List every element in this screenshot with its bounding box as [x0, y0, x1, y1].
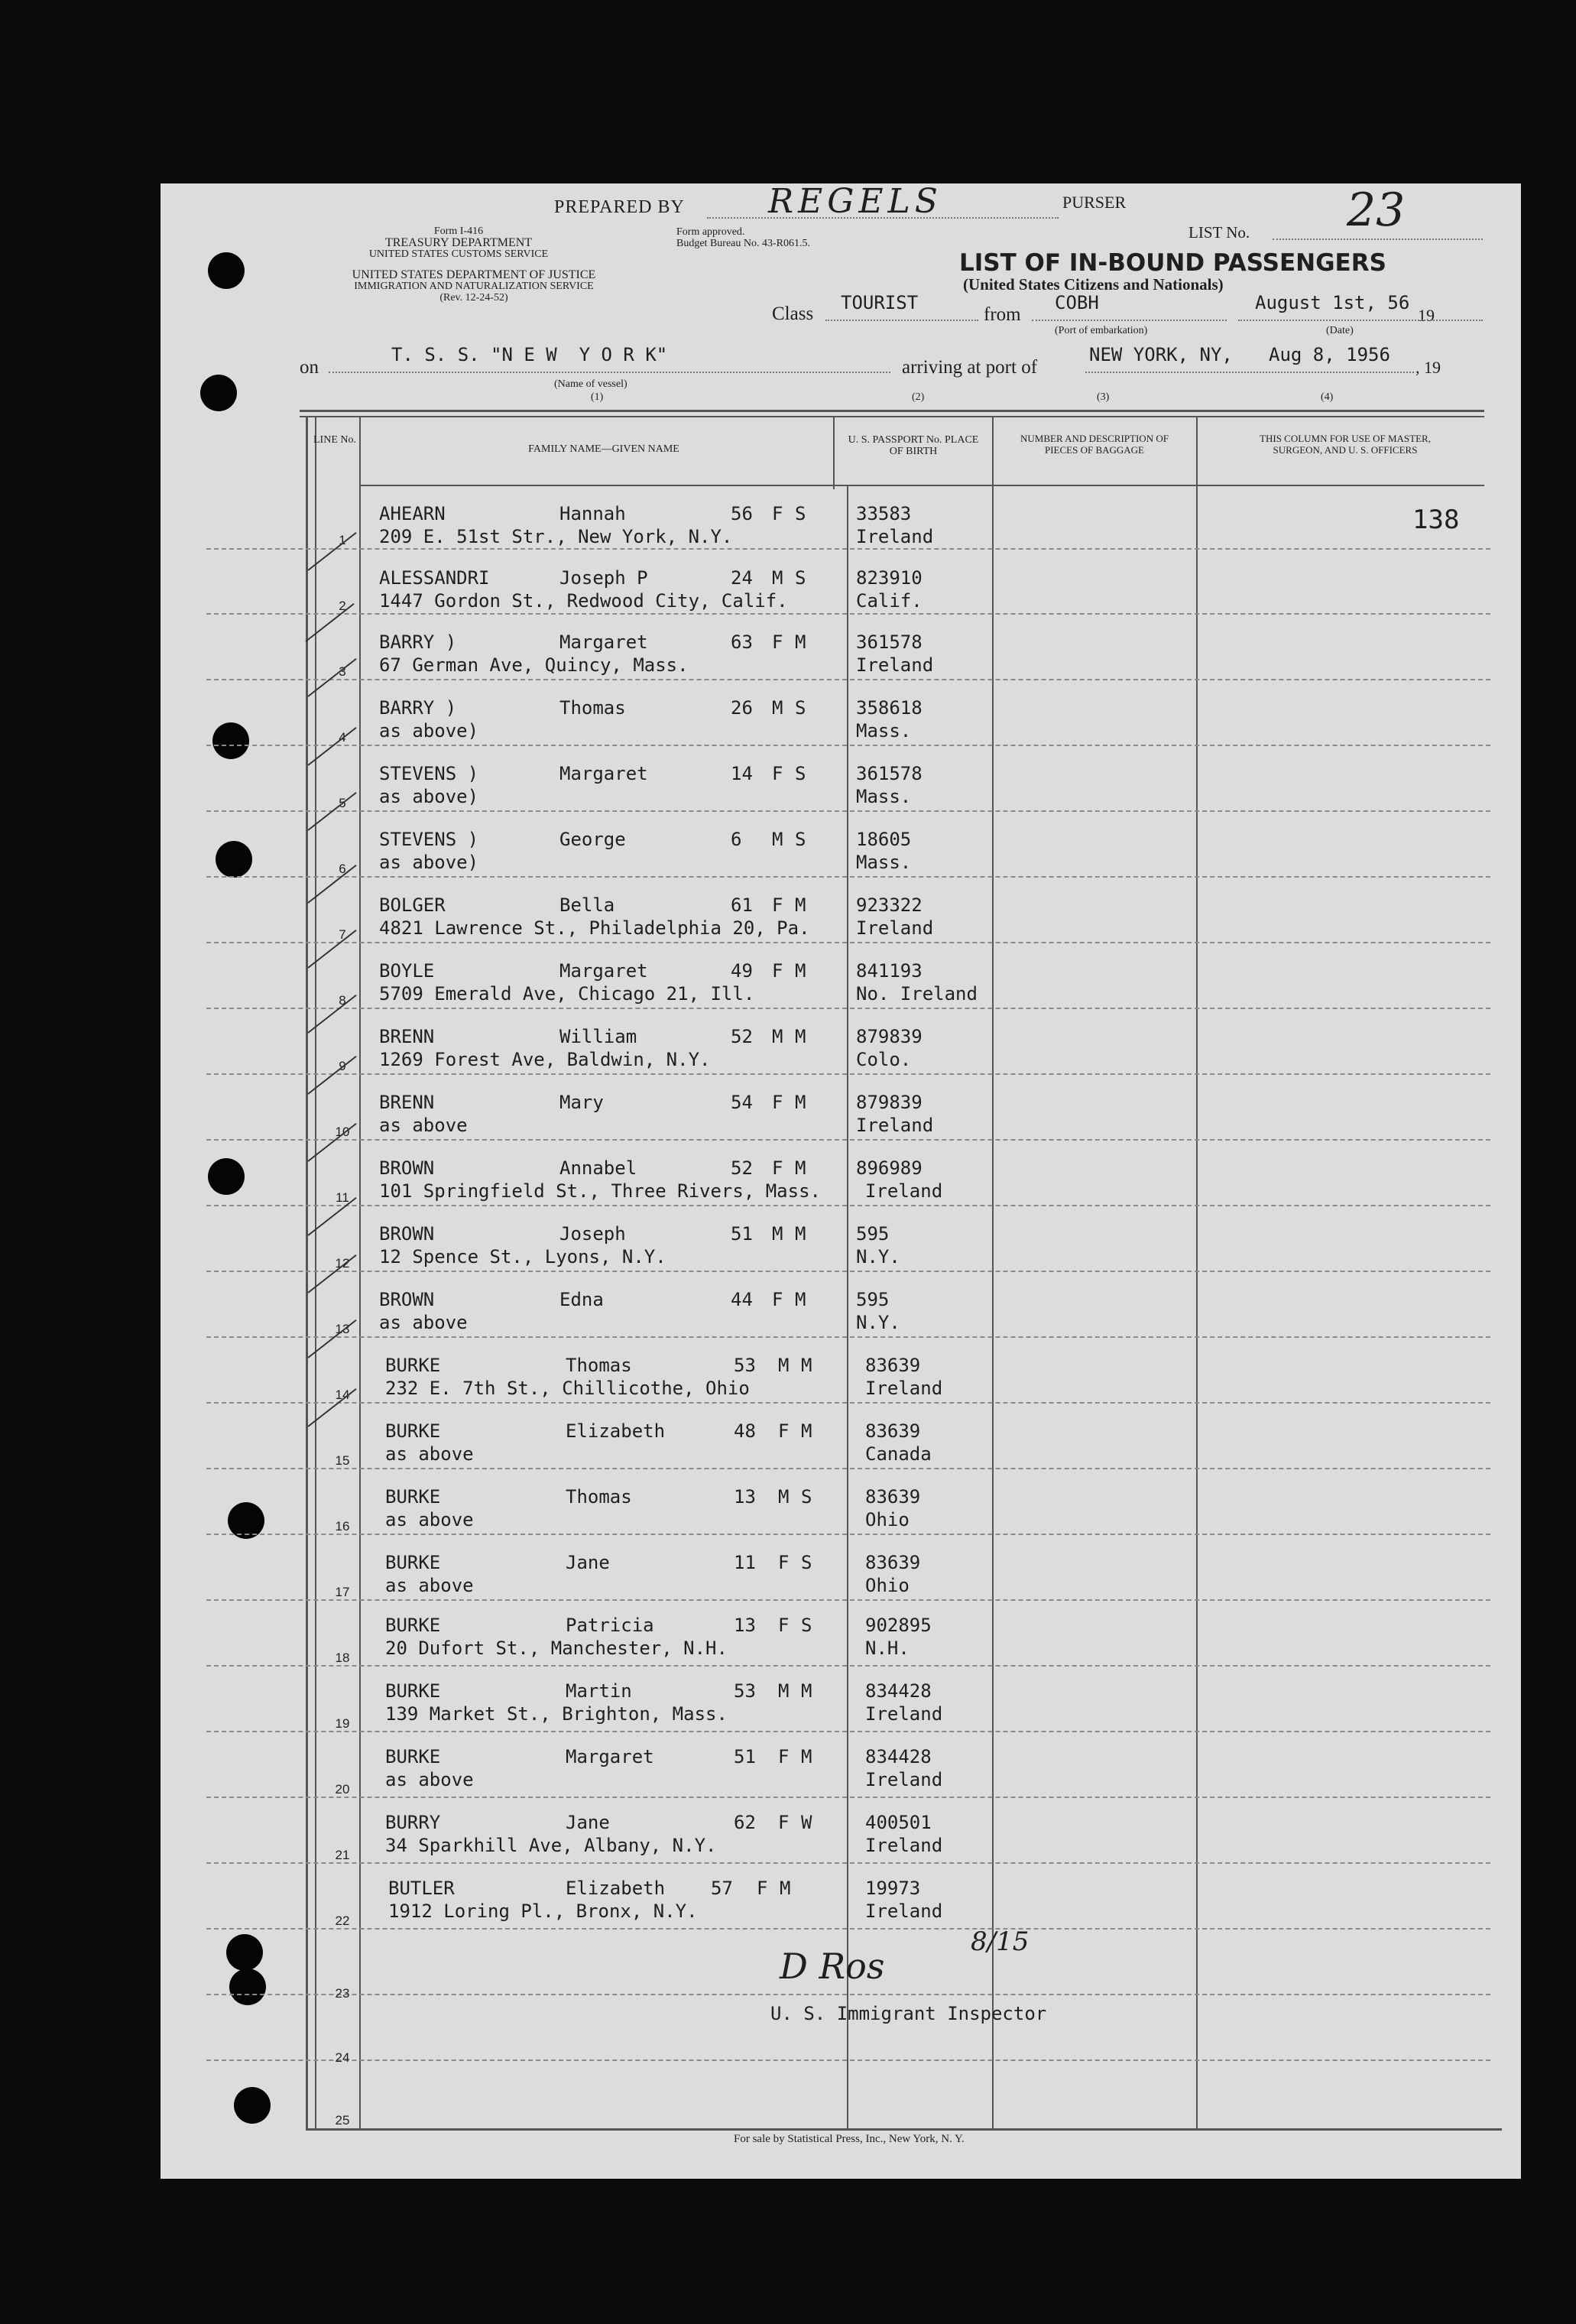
row-separator — [206, 1008, 1490, 1009]
line-number: 20 — [335, 1782, 350, 1797]
age: 24 — [731, 567, 753, 589]
place-of-birth: Ireland — [865, 1180, 943, 1202]
given-name: Joseph — [559, 1223, 626, 1245]
row-separator — [206, 1402, 1490, 1404]
age: 56 — [731, 503, 753, 524]
rev-date: (Rev. 12-24-52) — [439, 292, 508, 303]
place-of-birth: Mass. — [856, 852, 912, 873]
address: as above) — [379, 720, 479, 742]
passport-no: 83639 — [865, 1355, 921, 1376]
line-number: 12 — [335, 1256, 350, 1271]
age: 53 — [734, 1355, 756, 1376]
given-name: George — [559, 829, 626, 850]
address: 67 German Ave, Quincy, Mass. — [379, 654, 689, 676]
form-approved: Form approved. — [676, 226, 745, 238]
marital-status: M — [801, 1420, 812, 1442]
prepared-by-label: PREPARED BY — [554, 197, 685, 217]
list-date-value: August 1st, 56 — [1255, 292, 1410, 313]
dept-justice-block — [294, 269, 653, 303]
col-divider-baggage — [992, 416, 994, 2130]
given-name: Joseph P — [559, 567, 648, 589]
family-name: BROWN — [379, 1223, 435, 1245]
age: 53 — [734, 1680, 756, 1702]
place-of-birth: Ireland — [865, 1703, 943, 1725]
row-separator — [206, 1599, 1490, 1601]
address: 4821 Lawrence St., Philadelphia 20, Pa. — [379, 917, 810, 939]
row-separator — [206, 810, 1490, 812]
sex: M — [772, 1026, 783, 1047]
row-separator — [206, 1731, 1490, 1732]
family-name: BRENN — [379, 1092, 435, 1113]
marital-status: S — [795, 829, 806, 850]
passport-no: 595 — [856, 1223, 890, 1245]
ins-service: IMMIGRATION AND NATURALIZATION SERVICE — [354, 281, 594, 292]
family-name: BURKE — [385, 1680, 441, 1702]
family-name: ALESSANDRI — [379, 567, 490, 589]
address: 1269 Forest Ave, Baldwin, N.Y. — [379, 1049, 711, 1070]
marital-status: M — [795, 631, 806, 653]
line-number: 17 — [335, 1585, 350, 1599]
list-no-label: LIST No. — [1188, 223, 1250, 242]
family-name: BROWN — [379, 1289, 435, 1310]
age: 13 — [734, 1615, 756, 1636]
punch-hole — [208, 252, 245, 289]
row-separator — [206, 613, 1490, 615]
address: as above — [385, 1509, 474, 1530]
family-name: BARRY ) — [379, 631, 457, 653]
sex: M — [772, 567, 783, 589]
list-date-suffix: 19 — [1418, 306, 1435, 325]
port-embarkation-label: (Port of embarkation) — [1055, 325, 1148, 336]
place-of-birth: Ireland — [856, 1115, 934, 1136]
given-name: William — [559, 1026, 637, 1047]
age: 61 — [731, 894, 753, 916]
sex: F — [772, 1092, 783, 1113]
passport-no: 83639 — [865, 1420, 921, 1442]
age: 57 — [711, 1878, 733, 1899]
list-no-value: 23 — [1347, 183, 1406, 237]
sex: F — [772, 503, 783, 524]
prepared-by-value: REGELS — [768, 182, 942, 221]
line-number: 1 — [339, 533, 346, 547]
date-underline — [1238, 320, 1483, 321]
line-number: 16 — [335, 1519, 350, 1534]
place-of-birth: Canada — [865, 1443, 932, 1465]
age: 6 — [731, 829, 742, 850]
age: 26 — [731, 697, 753, 719]
passport-no: 400501 — [865, 1812, 932, 1833]
date-label: (Date) — [1326, 325, 1354, 336]
address: 1447 Gordon St., Redwood City, Calif. — [379, 590, 788, 612]
on-label: on — [300, 357, 319, 378]
class-underline — [825, 320, 978, 321]
place-of-birth: Calif. — [856, 590, 923, 612]
address: as above — [385, 1443, 474, 1465]
table-left-rule — [306, 416, 308, 2130]
place-of-birth: Ireland — [856, 526, 934, 547]
line-number: 15 — [335, 1453, 350, 1468]
line-number: 3 — [339, 664, 346, 679]
row-separator — [206, 1336, 1490, 1338]
passport-no: 83639 — [865, 1486, 921, 1508]
footer-publisher: For sale by Statistical Press, Inc., New York, N. Y. — [734, 2133, 965, 2145]
arrival-date: Aug 8, 1956 — [1269, 344, 1390, 365]
address: 232 E. 7th St., Chillicothe, Ohio — [385, 1378, 750, 1399]
line-number: 8 — [339, 993, 346, 1008]
sex: F — [772, 960, 783, 982]
age: 11 — [734, 1552, 756, 1573]
sex: M — [778, 1680, 790, 1702]
passport-no: 834428 — [865, 1746, 932, 1767]
family-name: STEVENS ) — [379, 763, 479, 784]
place-of-birth: N.H. — [865, 1638, 910, 1659]
from-value: COBH — [1055, 292, 1099, 313]
arrival-port: NEW YORK, NY, — [1089, 344, 1233, 365]
table-bottom-rule — [306, 2128, 1502, 2131]
customs-service: UNITED STATES CUSTOMS SERVICE — [368, 248, 549, 260]
sex: F — [778, 1812, 790, 1833]
address: 5709 Emerald Ave, Chicago 21, Ill. — [379, 983, 755, 1005]
given-name: Margaret — [559, 763, 648, 784]
given-name: Margaret — [566, 1746, 654, 1767]
passport-no: 361578 — [856, 631, 923, 653]
marital-status: M — [795, 1223, 806, 1245]
line-number: 13 — [335, 1322, 350, 1336]
treasury-dept: TREASURY DEPARTMENT — [384, 236, 533, 249]
arrival-year-suffix: , 19 — [1415, 358, 1441, 377]
col-header-officers: THIS COLUMN FOR USE OF MASTER, SURGEON, AND U. S. OFFICERS — [1260, 433, 1431, 456]
given-name: Elizabeth — [566, 1878, 666, 1899]
place-of-birth: N.Y. — [856, 1246, 900, 1267]
sex: F — [772, 763, 783, 784]
address: 34 Sparkhill Ave, Albany, N.Y. — [385, 1835, 717, 1856]
line-number: 9 — [339, 1059, 346, 1073]
marital-status: S — [795, 697, 806, 719]
family-name: AHEARN — [379, 503, 446, 524]
age: 52 — [731, 1026, 753, 1047]
col-divider-name — [833, 416, 835, 489]
row-separator — [206, 679, 1490, 680]
sex: M — [772, 1223, 783, 1245]
sex: F — [757, 1878, 768, 1899]
header-bottom-rule — [359, 485, 1484, 486]
col-divider-line — [359, 416, 361, 2130]
row-separator — [206, 942, 1490, 943]
passport-no: 358618 — [856, 697, 923, 719]
line-number: 14 — [335, 1388, 350, 1402]
vessel-label: (Name of vessel) — [554, 378, 627, 390]
officer-note: 138 — [1412, 505, 1460, 535]
page-title: LIST OF IN-BOUND PASSENGERS — [959, 249, 1386, 277]
family-name: STEVENS ) — [379, 829, 479, 850]
punch-hole — [212, 722, 249, 759]
age: 44 — [731, 1289, 753, 1310]
sex: M — [778, 1355, 790, 1376]
address: 12 Spence St., Lyons, N.Y. — [379, 1246, 666, 1267]
passport-no: 823910 — [856, 567, 923, 589]
marital-status: M — [801, 1355, 812, 1376]
sex: F — [778, 1615, 790, 1636]
age: 52 — [731, 1157, 753, 1179]
address: as above — [379, 1312, 468, 1333]
given-name: Mary — [559, 1092, 604, 1113]
line-number: 2 — [339, 599, 346, 613]
col-divider-passport — [847, 486, 848, 2130]
passport-no: 896989 — [856, 1157, 923, 1179]
given-name: Martin — [566, 1680, 632, 1702]
family-name: BURKE — [385, 1486, 441, 1508]
line-number: 10 — [335, 1125, 350, 1139]
punch-hole — [216, 841, 252, 878]
sex: M — [772, 697, 783, 719]
arriving-label: arriving at port of — [902, 357, 1038, 378]
sex: F — [772, 1157, 783, 1179]
passport-no: 83639 — [865, 1552, 921, 1573]
row-separator — [206, 1928, 1490, 1930]
row-separator — [206, 1205, 1490, 1206]
sex: F — [772, 631, 783, 653]
given-name: Thomas — [559, 697, 626, 719]
age: 62 — [734, 1812, 756, 1833]
marital-status: S — [801, 1486, 812, 1508]
vessel-underline — [329, 372, 890, 373]
row-separator — [206, 2059, 1490, 2061]
age: 63 — [731, 631, 753, 653]
given-name: Bella — [559, 894, 615, 916]
row-separator — [206, 1073, 1490, 1075]
sex: F — [778, 1420, 790, 1442]
punch-hole — [226, 1934, 263, 1971]
col-ref-1: (1) — [591, 391, 604, 403]
age: 48 — [734, 1420, 756, 1442]
line-number: 18 — [335, 1650, 350, 1665]
address: 20 Dufort St., Manchester, N.H. — [385, 1638, 728, 1659]
prepared-by-underline — [707, 217, 1059, 219]
inspector-signature: D Ros — [780, 1946, 885, 1987]
row-separator — [206, 1534, 1490, 1535]
given-name: Jane — [566, 1552, 610, 1573]
given-name: Elizabeth — [566, 1420, 666, 1442]
col-header-name: FAMILY NAME—GIVEN NAME — [528, 443, 679, 455]
vessel-name: T. S. S. "N E W Y O R K" — [391, 344, 668, 365]
passport-no: 595 — [856, 1289, 890, 1310]
given-name: Margaret — [559, 631, 648, 653]
marital-status: S — [801, 1552, 812, 1573]
place-of-birth: Ireland — [865, 1900, 943, 1922]
sex: F — [772, 894, 783, 916]
place-of-birth: N.Y. — [856, 1312, 900, 1333]
dept-justice: UNITED STATES DEPARTMENT OF JUSTICE — [352, 268, 596, 281]
marital-status: M — [795, 1026, 806, 1047]
given-name: Thomas — [566, 1355, 632, 1376]
line-number: 21 — [335, 1848, 350, 1862]
row-separator — [206, 1468, 1490, 1469]
row-separator — [206, 548, 1490, 550]
given-name: Edna — [559, 1289, 604, 1310]
marital-status: W — [801, 1812, 812, 1833]
place-of-birth: Mass. — [856, 786, 912, 807]
col-header-passport: U. S. PASSPORT No. PLACE OF BIRTH — [848, 434, 979, 457]
row-separator — [206, 1797, 1490, 1798]
col-divider-officers — [1196, 416, 1198, 2130]
row-separator — [206, 1271, 1490, 1272]
from-underline — [1032, 320, 1227, 321]
row-separator — [206, 1994, 1490, 1995]
family-name: BUTLER — [388, 1878, 455, 1899]
inspector-date-mark: 8/15 — [971, 1926, 1030, 1957]
family-name: BURRY — [385, 1812, 441, 1833]
col-header-line-no: LINE No. — [313, 434, 356, 446]
line-number: 23 — [335, 1986, 350, 2001]
page-subtitle: (United States Citizens and Nationals) — [963, 275, 1224, 294]
punch-hole — [208, 1158, 245, 1195]
family-name: BURKE — [385, 1552, 441, 1573]
place-of-birth: Mass. — [856, 720, 912, 742]
place-of-birth: No. Ireland — [856, 983, 978, 1005]
family-name: BOLGER — [379, 894, 446, 916]
age: 49 — [731, 960, 753, 982]
address: as above) — [379, 786, 479, 807]
place-of-birth: Ohio — [865, 1509, 910, 1530]
col-ref-3: (3) — [1097, 391, 1110, 403]
place-of-birth: Ohio — [865, 1575, 910, 1596]
address: 209 E. 51st Str., New York, N.Y. — [379, 526, 733, 547]
line-number: 7 — [339, 927, 346, 942]
marital-status: M — [780, 1878, 791, 1899]
line-number: 22 — [335, 1913, 350, 1928]
from-label: from — [984, 304, 1021, 325]
marital-status: S — [795, 763, 806, 784]
row-separator — [206, 1139, 1490, 1141]
marital-status: S — [801, 1615, 812, 1636]
passport-no: 923322 — [856, 894, 923, 916]
punch-hole — [229, 1969, 266, 2005]
marital-status: M — [795, 1157, 806, 1179]
punch-hole — [234, 2087, 271, 2124]
sex: F — [778, 1746, 790, 1767]
list-no-underline — [1273, 239, 1483, 240]
row-separator — [206, 745, 1490, 746]
passport-no: 19973 — [865, 1878, 921, 1899]
class-value: TOURIST — [841, 292, 919, 313]
manifest-sheet — [161, 183, 1521, 2179]
row-separator — [206, 1665, 1490, 1667]
place-of-birth: Ireland — [865, 1769, 943, 1790]
col-ref-2: (2) — [912, 391, 925, 403]
marital-status: S — [795, 567, 806, 589]
form-number: Form I-416 — [433, 226, 484, 237]
address: 101 Springfield St., Three Rivers, Mass. — [379, 1180, 821, 1202]
line-number: 24 — [335, 2050, 350, 2065]
line-number: 25 — [335, 2113, 350, 2128]
family-name: BURKE — [385, 1746, 441, 1767]
family-name: BURKE — [385, 1420, 441, 1442]
form-number-block — [359, 226, 558, 260]
age: 14 — [731, 763, 753, 784]
age: 13 — [734, 1486, 756, 1508]
col-header-baggage: NUMBER AND DESCRIPTION OF PIECES OF BAGGAGE — [1020, 433, 1169, 456]
marital-status: M — [801, 1746, 812, 1767]
address: 1912 Loring Pl., Bronx, N.Y. — [388, 1900, 698, 1922]
marital-status: S — [795, 503, 806, 524]
passport-no: 879839 — [856, 1026, 923, 1047]
row-separator — [206, 1862, 1490, 1864]
budget-bureau: Budget Bureau No. 43-R061.5. — [676, 238, 810, 249]
line-number: 5 — [339, 796, 346, 810]
marital-status: M — [795, 894, 806, 916]
family-name: BURKE — [385, 1355, 441, 1376]
passport-no: 879839 — [856, 1092, 923, 1113]
col-ref-4: (4) — [1321, 391, 1334, 403]
place-of-birth: Ireland — [856, 654, 934, 676]
given-name: Thomas — [566, 1486, 632, 1508]
sex: M — [772, 829, 783, 850]
address: as above — [385, 1575, 474, 1596]
line-number: 11 — [336, 1190, 349, 1205]
age: 51 — [734, 1746, 756, 1767]
passport-no: 841193 — [856, 960, 923, 982]
sex: F — [778, 1552, 790, 1573]
purser-label: PURSER — [1062, 193, 1127, 212]
marital-status: M — [795, 1092, 806, 1113]
form-approved-block — [676, 226, 810, 249]
family-name: BURKE — [385, 1615, 441, 1636]
row-separator — [206, 876, 1490, 878]
address: as above) — [379, 852, 479, 873]
marital-status: M — [795, 960, 806, 982]
sex: M — [778, 1486, 790, 1508]
place-of-birth: Ireland — [856, 917, 934, 939]
family-name: BROWN — [379, 1157, 435, 1179]
passport-no: 834428 — [865, 1680, 932, 1702]
age: 51 — [731, 1223, 753, 1245]
arrival-underline — [1085, 372, 1414, 373]
given-name: Margaret — [559, 960, 648, 982]
given-name: Jane — [566, 1812, 610, 1833]
place-of-birth: Ireland — [865, 1378, 943, 1399]
marital-status: M — [795, 1289, 806, 1310]
family-name: BOYLE — [379, 960, 435, 982]
class-label: Class — [772, 303, 814, 324]
line-number: 6 — [339, 862, 346, 876]
address: 139 Market St., Brighton, Mass. — [385, 1703, 728, 1725]
given-name: Annabel — [559, 1157, 637, 1179]
table-left-rule-2 — [315, 416, 316, 2130]
table-top-rule-2 — [300, 416, 1484, 417]
given-name: Patricia — [566, 1615, 654, 1636]
punch-hole — [200, 375, 237, 411]
passport-no: 902895 — [865, 1615, 932, 1636]
passport-no: 18605 — [856, 829, 912, 850]
passport-no: 361578 — [856, 763, 923, 784]
line-number: 19 — [335, 1716, 350, 1731]
line-number: 4 — [339, 730, 346, 745]
family-name: BARRY ) — [379, 697, 457, 719]
place-of-birth: Ireland — [865, 1835, 943, 1856]
passport-no: 33583 — [856, 503, 912, 524]
place-of-birth: Colo. — [856, 1049, 912, 1070]
family-name: BRENN — [379, 1026, 435, 1047]
address: as above — [379, 1115, 468, 1136]
sex: F — [772, 1289, 783, 1310]
marital-status: M — [801, 1680, 812, 1702]
table-top-rule — [300, 410, 1484, 412]
address: as above — [385, 1769, 474, 1790]
age: 54 — [731, 1092, 753, 1113]
inspector-title: U. S. Immigrant Inspector — [770, 2003, 1047, 2024]
given-name: Hannah — [559, 503, 626, 524]
